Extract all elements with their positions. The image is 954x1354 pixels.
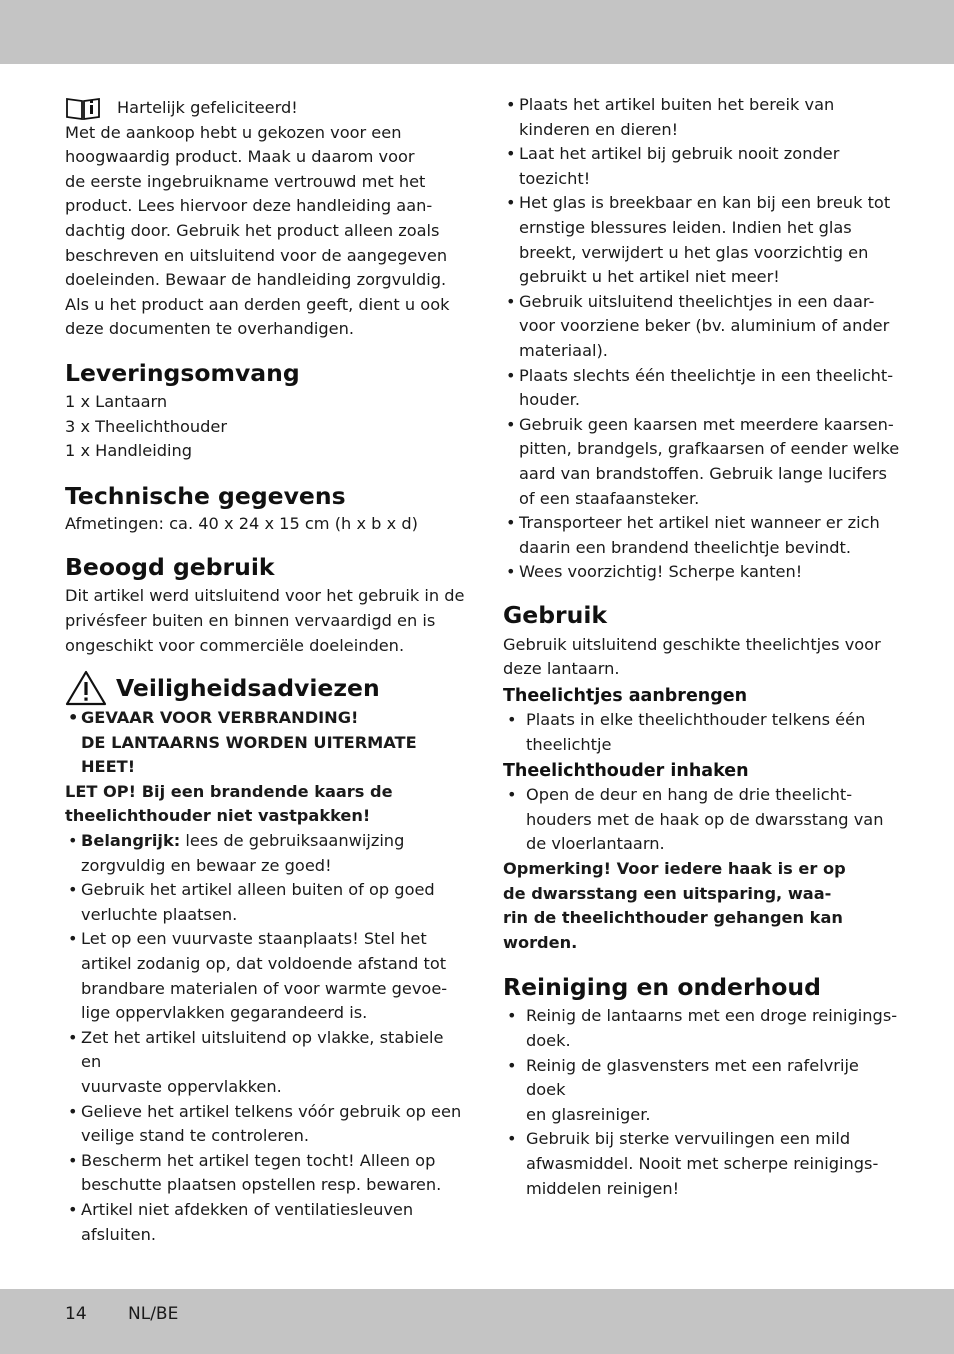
veiligheid-heading: Veiligheidsadviezen [116, 674, 380, 703]
danger-line: GEVAAR VOOR VERBRANDING! [81, 708, 359, 728]
warning-triangle-icon [65, 670, 107, 706]
intro-line: Als u het product aan derden geeft, dient u ook [65, 294, 450, 314]
safety-line: afsluiten. [81, 1224, 157, 1244]
levering-heading: Leveringsomvang [65, 358, 300, 387]
page-number: 14 [65, 1304, 87, 1324]
safety-line: Transporteer het artikel niet wanneer er zich [519, 513, 880, 533]
levering-item: 1 x Lantaarn [65, 391, 168, 411]
intro-greeting-line [65, 96, 465, 121]
safety-line: Bescherm het artikel tegen tocht! Alleen op [81, 1150, 436, 1170]
reiniging-line: Reinig de lantaarns met een droge reinigings- [526, 1006, 898, 1026]
safety-line: artikel zodanig op, dat voldoende afstand tot [81, 954, 447, 974]
safety-line: Artikel niet afdekken of ventilatiesleuven [81, 1199, 414, 1219]
safety-item [503, 413, 903, 511]
intro-line: product. Lees hiervoor deze handleiding aan- [65, 196, 433, 216]
safety-line: voor voorziene beker (bv. aluminium of ander [519, 316, 890, 336]
safety-line: toezicht! [519, 168, 591, 188]
safety-item [65, 1149, 465, 1198]
safety-line: ernstige blessures leiden. Indien het glas [519, 217, 852, 237]
intro-line: doeleinden. Bewaar de handleiding zorgvuldig. [65, 270, 447, 290]
reiniging-line: middelen reinigen! [526, 1178, 680, 1198]
intro-line: hoogwaardig product. Maak u daarom voor [65, 147, 415, 167]
safety-item [503, 93, 903, 142]
safety-item [65, 1026, 465, 1100]
theelichtjes-subheading: Theelichtjes aanbrengen [503, 686, 748, 707]
safety-line: Gebruik het artikel alleen buiten of op goed [81, 880, 435, 900]
theelichthouder-subheading: Theelichthouder inhaken [503, 761, 749, 782]
reiniging-list [503, 1004, 903, 1201]
safety-line: verluchte plaatsen. [81, 904, 238, 924]
safety-line: Laat het artikel bij gebruik nooit zonder [519, 144, 840, 164]
safety-item [503, 511, 903, 560]
safety-line: vuurvaste oppervlakken. [81, 1077, 282, 1096]
safety-line: kinderen en dieren! [519, 119, 679, 139]
belangrijk-label: Belangrijk: [81, 831, 181, 851]
theelichtjes-line: Plaats in elke theelichthouder telkens één [526, 710, 866, 730]
danger-line: HEET! [81, 757, 136, 777]
gebruik-line: Gebruik uitsluitend geschikte theelichtjes voor [503, 634, 881, 654]
safety-item [503, 560, 903, 585]
theelichthouder-line: de vloerlantaarn. [526, 834, 665, 854]
reiniging-line: afwasmiddel. Nooit met scherpe reinigings- [526, 1153, 879, 1173]
safety-line: veilige stand te controleren. [81, 1126, 309, 1146]
intro-greeting: Hartelijk gefeliciteerd! [117, 98, 298, 117]
language-code: NL/BE [128, 1304, 179, 1324]
safety-line: Het glas is breekbaar en kan bij een breuk tot [519, 193, 891, 213]
safety-line: pitten, brandgels, grafkaarsen of eender welke [519, 439, 900, 459]
reiniging-item [503, 1127, 903, 1201]
safety-line: Plaats slechts één theelichtje in een theelicht- [519, 365, 894, 385]
theelichthouder-line: houders met de haak op de dwarsstang van [526, 809, 884, 829]
safety-item-belangrijk [65, 829, 465, 878]
intro-line: beschreven en uitsluitend voor de aangegeven [65, 245, 448, 265]
reiniging-line: doek. [526, 1031, 571, 1050]
safety-line: Wees voorzichtig! Scherpe kanten! [519, 562, 803, 582]
intro-paragraph [65, 121, 465, 342]
opmerking-note [503, 857, 903, 955]
safety-line: Gebruik uitsluitend theelichtjes in een daar- [519, 291, 875, 311]
gebruik-heading: Gebruik [503, 600, 608, 629]
safety-line: Gebruik geen kaarsen met meerdere kaarsen- [519, 414, 894, 434]
safety-item [65, 1100, 465, 1149]
belangrijk-text: lees de gebruiksaanwijzing [180, 831, 405, 851]
safety-line: houder. [519, 390, 580, 410]
safety-list-left [65, 829, 465, 1247]
safety-item [503, 364, 903, 413]
note-line: rin de theelichthouder gehangen kan [503, 908, 843, 928]
letop-line: LET OP! Bij een brandende kaars de [65, 781, 393, 801]
intro-line: de eerste ingebruikname vertrouwd met het [65, 171, 426, 191]
beoogd-heading: Beoogd gebruik [65, 553, 275, 582]
beoogd-line: ongeschikt voor commerciële doeleinden. [65, 635, 405, 655]
levering-list [65, 390, 465, 464]
safety-line: aard van brandstoffen. Gebruik lange lucifers [519, 463, 887, 483]
safety-line: breekt, verwijdert u het glas voorzichtig en [519, 242, 869, 262]
theelichtjes-item [503, 708, 903, 757]
reiniging-item [503, 1004, 903, 1053]
gebruik-paragraph [503, 633, 903, 682]
intro-line: dachtig door. Gebruik het product alleen zoals [65, 220, 440, 240]
intro-line: deze documenten te overhandigen. [65, 319, 354, 339]
danger-line: DE LANTAARNS WORDEN UITERMATE [81, 732, 417, 752]
safety-item [503, 290, 903, 364]
info-manual-icon [65, 96, 101, 120]
safety-item [65, 1198, 465, 1247]
beoogd-line: Dit artikel werd uitsluitend voor het gebruik in de [65, 586, 465, 606]
left-column [65, 96, 465, 1247]
theelichthouder-item [503, 783, 903, 857]
theelichthouder-line: Open de deur en hang de drie theelicht- [526, 785, 853, 805]
danger-warning [65, 706, 465, 780]
letop-warning [65, 780, 465, 829]
safety-line: beschutte plaatsen opstellen resp. bewaren. [81, 1175, 442, 1195]
letop-line: theelichthouder niet vastpakken! [65, 806, 371, 826]
note-line: worden. [503, 932, 578, 952]
levering-item: 1 x Handleiding [65, 441, 193, 461]
reiniging-heading: Reiniging en onderhoud [503, 973, 821, 1002]
theelichthouder-list [503, 783, 903, 857]
safety-line: Let op een vuurvaste staanplaats! Stel het [81, 929, 427, 949]
safety-item [503, 142, 903, 191]
safety-line: gebruikt u het artikel niet meer! [519, 267, 780, 287]
belangrijk-text: zorgvuldig en bewaar ze goed! [81, 855, 332, 875]
safety-list-right [503, 93, 903, 585]
reiniging-line: Reinig de glasvensters met een rafelvrije doek [526, 1055, 859, 1100]
reiniging-item [503, 1054, 903, 1128]
levering-item: 3 x Theelichthouder [65, 416, 228, 436]
safety-line: brandbare materialen of voor warmte gevoe- [81, 978, 448, 998]
safety-line: Zet het artikel uitsluitend op vlakke, stabiele en [81, 1027, 444, 1072]
theelichtjes-list [503, 708, 903, 757]
safety-line: of een staafaansteker. [519, 488, 700, 508]
gebruik-line: deze lantaarn. [503, 659, 620, 679]
safety-line: Plaats het artikel buiten het bereik van [519, 95, 835, 114]
technisch-heading: Technische gegevens [65, 481, 346, 510]
safety-line: lige oppervlakken gegarandeerd is. [81, 1003, 368, 1023]
safety-item [503, 191, 903, 289]
note-line: de dwarsstang een uitsparing, waa- [503, 883, 832, 903]
beoogd-line: privésfeer buiten en binnen vervaardigd en is [65, 610, 436, 630]
intro-line: Met de aankoop hebt u gekozen voor een [65, 122, 402, 142]
theelichtjes-line: theelichtje [526, 734, 612, 754]
beoogd-paragraph [65, 584, 465, 658]
technisch-text: Afmetingen: ca. 40 x 24 x 15 cm (h x b x d) [65, 513, 418, 533]
safety-item [65, 927, 465, 1025]
danger-list [65, 706, 465, 780]
safety-line: daarin een brandend theelichtje bevindt. [519, 537, 851, 557]
veiligheid-heading-row [65, 670, 465, 706]
note-line: Opmerking! Voor iedere haak is er op [503, 859, 846, 879]
safety-item [65, 878, 465, 927]
reiniging-line: Gebruik bij sterke vervuilingen een mild [526, 1129, 851, 1149]
right-column [503, 93, 903, 1201]
reiniging-line: en glasreiniger. [526, 1104, 651, 1124]
top-header-bar [0, 0, 954, 64]
safety-line: materiaal). [519, 340, 608, 360]
safety-line: Gelieve het artikel telkens vóór gebruik op een [81, 1101, 462, 1121]
